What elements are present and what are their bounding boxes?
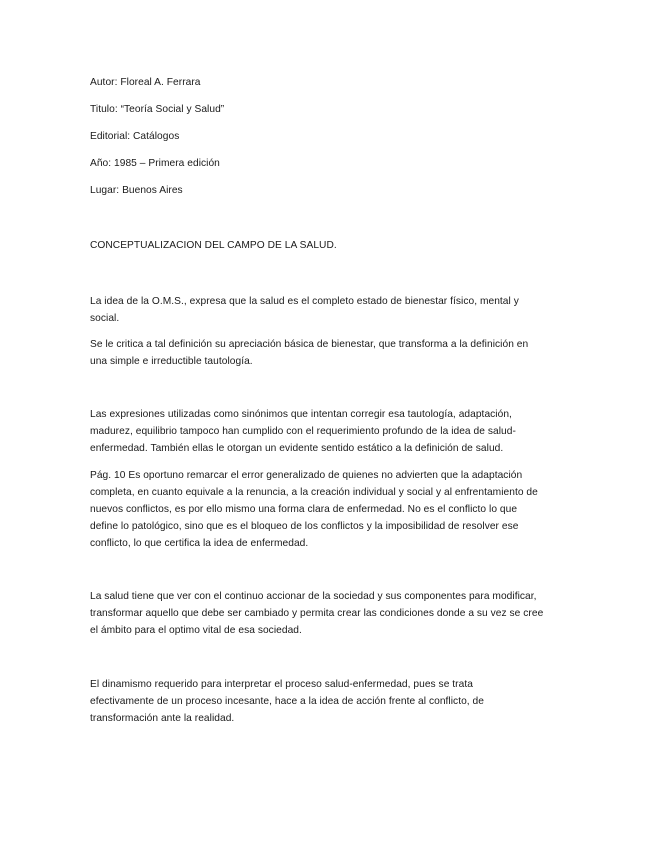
paragraph-line: el ámbito para el optimo vital de esa sociedad. bbox=[90, 625, 302, 636]
paragraph-line: enfermedad. También ellas le otorgan un evidente sentido estático a la definición de salud. bbox=[90, 443, 504, 454]
paragraph-line: Se le critica a tal definición su apreciación básica de bienestar, que transforma a la definición en bbox=[90, 339, 529, 350]
paragraph-line: La idea de la O.M.S., expresa que la salud es el completo estado de bienestar físico, mental y bbox=[90, 296, 519, 307]
paragraph-line: La salud tiene que ver con el continuo accionar de la sociedad y sus componentes para modificar, bbox=[90, 591, 537, 602]
paragraph-line: El dinamismo requerido para interpretar el proceso salud-enfermedad, pues se trata bbox=[90, 679, 473, 690]
meta-anio: Año: 1985 – Primera edición bbox=[90, 158, 220, 169]
section-heading: CONCEPTUALIZACION DEL CAMPO DE LA SALUD. bbox=[90, 240, 337, 251]
paragraph-line: una simple e irreductible tautología. bbox=[90, 356, 253, 367]
meta-titulo: Titulo: “Teoría Social y Salud” bbox=[90, 104, 225, 115]
paragraph-line: nuevos conflictos, es por ello mismo una forma clara de enfermedad. No es el conflicto lo que bbox=[90, 504, 518, 515]
meta-autor: Autor: Floreal A. Ferrara bbox=[90, 77, 201, 88]
paragraph-line: completa, en cuanto equivale a la renuncia, a la creación individual y social y al enfrentamiento de bbox=[90, 487, 538, 498]
paragraph-line: Las expresiones utilizadas como sinónimos que intentan corregir esa tautología, adaptación, bbox=[90, 409, 512, 420]
paragraph-line: transformación ante la realidad. bbox=[90, 713, 235, 724]
paragraph-line: efectivamente de un proceso incesante, hace a la idea de acción frente al conflicto, de bbox=[90, 696, 484, 707]
meta-lugar: Lugar: Buenos Aires bbox=[90, 185, 183, 196]
meta-editorial: Editorial: Catálogos bbox=[90, 131, 180, 142]
paragraph-line: transformar aquello que debe ser cambiado y permita crear las condiciones donde a su vez se cree bbox=[90, 608, 544, 619]
paragraph-line: define lo patológico, sino que es el bloqueo de los conflictos y la imposibilidad de resolver ese bbox=[90, 521, 519, 532]
paragraph-line: social. bbox=[90, 313, 120, 324]
paragraph-line: Pág. 10 Es oportuno remarcar el error generalizado de quienes no advierten que la adaptación bbox=[90, 470, 523, 481]
paragraph-line: conflicto, lo que certifica la idea de enfermedad. bbox=[90, 538, 309, 549]
paragraph-line: madurez, equilibrio tampoco han cumplido con el requerimiento profundo de la idea de salud- bbox=[90, 426, 516, 437]
